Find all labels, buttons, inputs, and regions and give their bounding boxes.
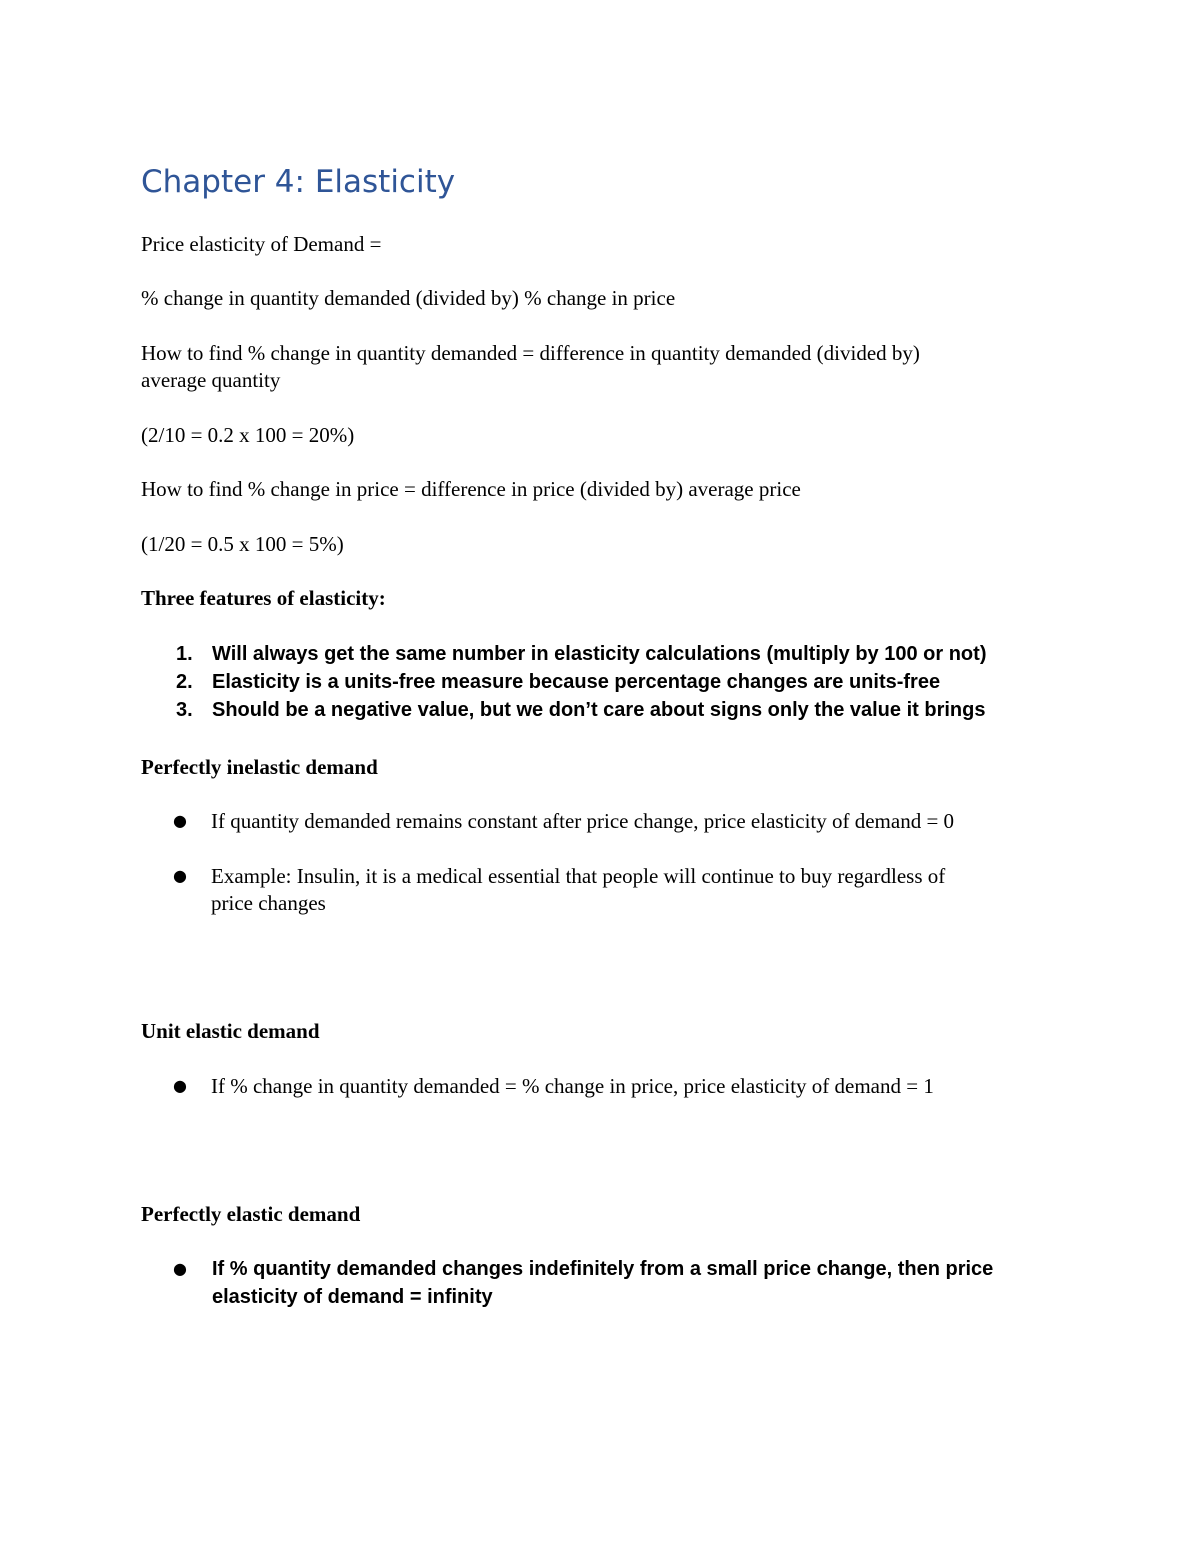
formula-intro: Price elasticity of Demand = [141, 232, 382, 256]
elastic-bullet-1-line1: If % quantity demanded changes indefinitely from a small price change, then price [212, 1258, 994, 1280]
quantity-howto-line1: How to find % change in quantity demanded = difference in quantity demanded (divided by) [141, 341, 920, 365]
bullet-icon: ● [173, 1076, 187, 1095]
bullet-icon: ● [173, 1259, 187, 1278]
elastic-bullet-1-line2: elasticity of demand = infinity [212, 1286, 493, 1308]
section-heading-elastic: Perfectly elastic demand [141, 1202, 361, 1226]
quantity-example: (2/10 = 0.2 x 100 = 20%) [141, 423, 355, 447]
price-howto: How to find % change in price = difference in price (divided by) average price [141, 477, 801, 501]
inelastic-bullet-2-line2: price changes [211, 891, 326, 915]
list-number: 2. [176, 671, 193, 693]
features-heading: Three features of elasticity: [141, 586, 386, 610]
section-heading-inelastic: Perfectly inelastic demand [141, 755, 378, 779]
section-heading-unit: Unit elastic demand [141, 1019, 320, 1043]
list-number: 1. [176, 643, 193, 665]
list-number: 3. [176, 699, 193, 721]
inelastic-bullet-1: If quantity demanded remains constant after price change, price elasticity of demand = 0 [211, 809, 955, 833]
bullet-icon: ● [173, 866, 187, 885]
list-item-text: Will always get the same number in elasticity calculations (multiply by 100 or not) [212, 643, 987, 665]
list-item-text: Elasticity is a units-free measure because percentage changes are units-free [212, 671, 941, 693]
formula-text: % change in quantity demanded (divided by) % change in price [141, 286, 676, 310]
price-example: (1/20 = 0.5 x 100 = 5%) [141, 532, 344, 556]
inelastic-bullet-2-line1: Example: Insulin, it is a medical essential that people will continue to buy regardless of [211, 864, 946, 888]
quantity-howto-line2: average quantity [141, 368, 281, 392]
chapter-title: Chapter 4: Elasticity [141, 164, 456, 200]
bullet-icon: ● [173, 811, 187, 830]
list-item-text: Should be a negative value, but we don’t care about signs only the value it brings [212, 699, 986, 721]
unit-bullet-1: If % change in quantity demanded = % change in price, price elasticity of demand = 1 [211, 1074, 934, 1098]
